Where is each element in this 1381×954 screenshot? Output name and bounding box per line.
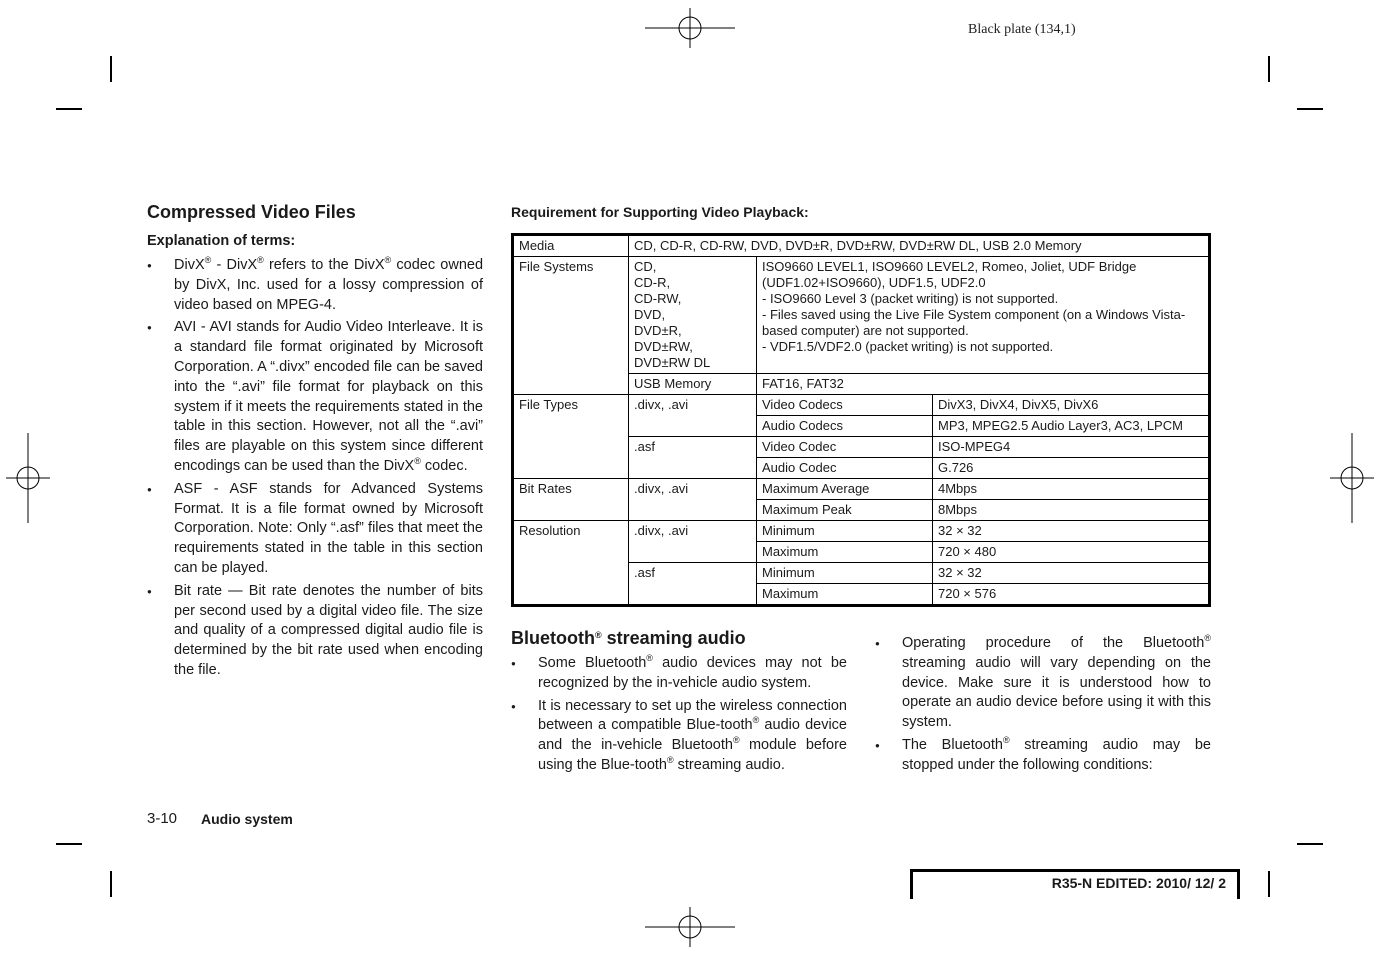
bluetooth-list-col1 xyxy=(511,654,847,779)
table-row: Maximum 720 × 480 xyxy=(513,542,1210,563)
table-caption: Requirement for Supporting Video Playback: xyxy=(511,204,809,220)
plate-label: Black plate (134,1) xyxy=(968,22,1076,37)
table-row: Maximum Peak 8Mbps xyxy=(513,500,1210,521)
crop-mark xyxy=(110,56,112,82)
crop-mark xyxy=(1268,56,1270,82)
edited-stamp: R35-N EDITED: 2010/ 12/ 2 xyxy=(910,869,1240,899)
crop-mark xyxy=(1297,108,1323,110)
requirements-table xyxy=(511,233,1211,607)
table-row: File Types .divx, .avi Video Codecs DivX3, DivX4, DivX5, DivX6 xyxy=(513,395,1210,416)
crop-mark xyxy=(1268,871,1270,897)
section-name: Audio system xyxy=(201,811,293,827)
registration-mark-icon xyxy=(645,907,735,947)
list-item: ● DivX® - DivX® refers to the DivX® codec owned by DivX, Inc. used for a lossy compression of video based on MPEG-4. xyxy=(147,256,483,315)
list-item: ● It is necessary to set up the wireless connection between a compatible Blue-tooth® audio device and the in-vehicle Bluetooth® module before using the Blue-tooth® streaming audio. xyxy=(511,697,847,776)
bluetooth-title: Bluetooth® streaming audio xyxy=(511,628,746,648)
bluetooth-list-col2 xyxy=(875,634,1211,779)
terms-list xyxy=(147,256,483,684)
registration-mark-icon xyxy=(645,8,735,48)
list-item: ● Bit rate — Bit rate denotes the number of bits per second used by a digital video file. The size and quality of a compressed digital audio file is determined by the bit rate used when encoding the file. xyxy=(147,582,483,681)
table-row: Bit Rates .divx, .avi Maximum Average 4Mbps xyxy=(513,479,1210,500)
section-title: Compressed Video Files xyxy=(147,202,356,222)
table-row: Media CD, CD-R, CD-RW, DVD, DVD±R, DVD±RW, DVD±RW DL, USB 2.0 Memory xyxy=(513,235,1210,257)
registration-mark-icon xyxy=(1330,433,1374,523)
table-row: USB Memory FAT16, FAT32 xyxy=(513,374,1210,395)
crop-mark xyxy=(110,871,112,897)
subsection-title: Explanation of terms: xyxy=(147,233,296,249)
crop-mark xyxy=(56,843,82,845)
table-row: Audio Codecs MP3, MPEG2.5 Audio Layer3, AC3, LPCM xyxy=(513,416,1210,437)
table-row: Resolution .divx, .avi Minimum 32 × 32 xyxy=(513,521,1210,542)
list-item: ● The Bluetooth® streaming audio may be stopped under the following conditions: xyxy=(875,736,1211,776)
list-item: ● ASF - ASF stands for Advanced Systems Format. It is a file format owned by Microsoft Corporation. Note: Only “.asf” files that meet the requirements stated in the table in this section can be played. xyxy=(147,480,483,579)
list-item: ● Some Bluetooth® audio devices may not be recognized by the in-vehicle audio system. xyxy=(511,654,847,694)
table-row: File Systems CD, CD-R, CD-RW, DVD, DVD±R, DVD±RW, DVD±RW DL ISO9660 LEVEL1, ISO9660 LEVEL2, Romeo, Joliet, UDF Bridge (UDF1.02+ISO9660), UDF1.5, UDF2.0 - ISO9660 Level 3 (packet writing) is not supported. - Files saved using the Live File System component (on a Windows Vista-based computer) are not supported. - VDF1.5/VDF2.0 (packet writing) is not supported. xyxy=(513,257,1210,374)
crop-mark xyxy=(1297,843,1323,845)
list-item: ● AVI - AVI stands for Audio Video Interleave. It is a standard file format originated by Microsoft Corporation. A “.divx” encoded file can be saved into the “.avi” file format for playback on this system if it meets the requirements stated in the table in this section. However, not all the “.avi” files are playable on this system since different encodings can be used than the DivX® codec. xyxy=(147,318,483,476)
table-row: .asf Minimum 32 × 32 xyxy=(513,563,1210,584)
table-row: Maximum 720 × 576 xyxy=(513,584,1210,606)
crop-mark xyxy=(56,108,82,110)
table-row: .asf Video Codec ISO-MPEG4 xyxy=(513,437,1210,458)
list-item: ● Operating procedure of the Bluetooth® streaming audio will vary depending on the device. Make sure it is understood how to operate an audio device before using it with this system. xyxy=(875,634,1211,733)
table-row: Audio Codec G.726 xyxy=(513,458,1210,479)
page-number: 3-10 xyxy=(147,810,178,827)
registration-mark-icon xyxy=(6,433,50,523)
